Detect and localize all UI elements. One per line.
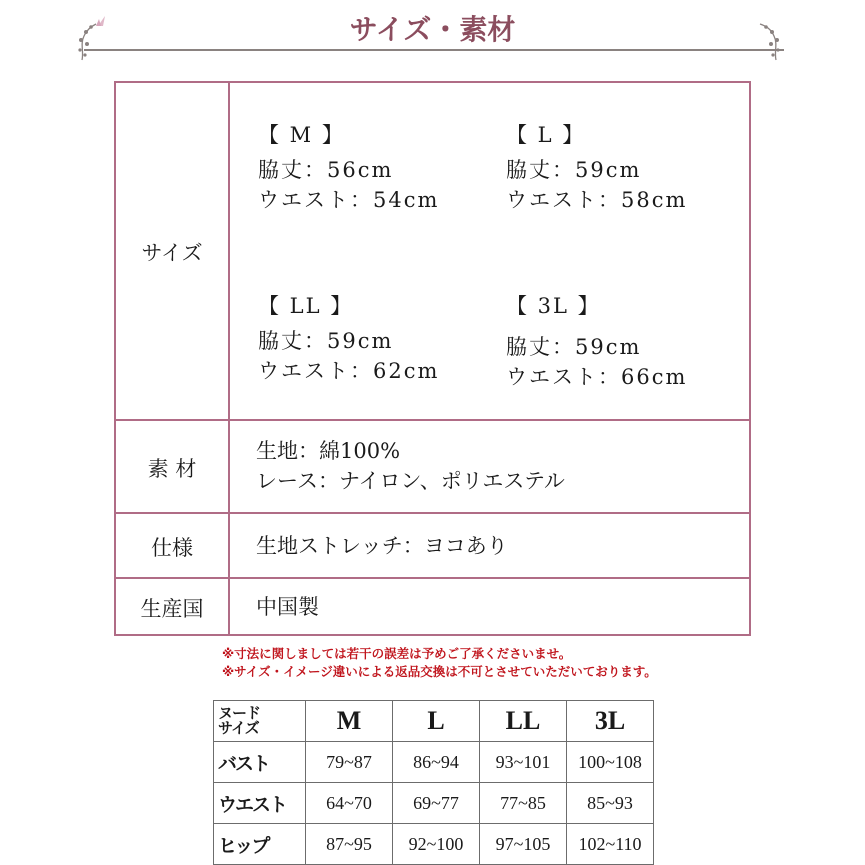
row-label: ウエスト	[214, 783, 306, 824]
page-title: サイズ・素材	[349, 13, 516, 46]
row-label: ヒップ	[214, 824, 306, 865]
note-measurement: ※寸法に関しましては若干の誤差は予めご了承くださいませ。	[222, 646, 572, 661]
table-row	[214, 783, 654, 824]
nude-header-row	[214, 701, 654, 742]
table-cell: 100~108	[567, 742, 654, 783]
column-header: 3L	[567, 701, 654, 742]
table-cell: 102~110	[567, 824, 654, 865]
origin-label: 生産国	[116, 579, 230, 636]
row-label: バスト	[214, 742, 306, 783]
material-label: 素 材	[116, 421, 230, 514]
column-header: LL	[480, 701, 567, 742]
size-name: 【 3L 】	[506, 294, 601, 318]
size-label: サイズ	[116, 83, 230, 421]
size-waist: ウエスト：66cm	[506, 365, 688, 389]
table-row	[214, 742, 654, 783]
spec-row	[116, 512, 749, 579]
table-row	[214, 824, 654, 865]
spec-table	[114, 81, 751, 636]
table-cell: 79~87	[306, 742, 393, 783]
material-fabric: 生地：綿100%	[256, 439, 401, 463]
table-cell: 93~101	[480, 742, 567, 783]
size-name: 【 L 】	[506, 123, 586, 147]
size-name: 【 M 】	[258, 123, 345, 147]
size-waist: ウエスト：54cm	[258, 188, 440, 212]
column-header: M	[306, 701, 393, 742]
note-returns: ※サイズ・イメージ違いによる返品交換は不可とさせていただいております。	[222, 664, 657, 679]
size-length: 脇丈：56cm	[258, 158, 394, 182]
table-cell: 87~95	[306, 824, 393, 865]
size-name: 【 LL 】	[258, 294, 354, 318]
header-divider	[84, 49, 784, 51]
material-lace: レース：ナイロン、ポリエステル	[256, 469, 565, 493]
table-cell: 64~70	[306, 783, 393, 824]
nude-size-table	[213, 700, 654, 865]
table-cell: 86~94	[393, 742, 480, 783]
material-value	[256, 436, 739, 496]
material-row	[116, 419, 749, 514]
size-entry-l	[506, 119, 687, 215]
size-length: 脇丈：59cm	[506, 335, 642, 359]
corner-label-line2: サイズ	[218, 719, 259, 737]
origin-row	[116, 577, 749, 636]
size-entry-ll	[258, 290, 439, 386]
origin-value: 中国製	[256, 595, 319, 619]
size-length: 脇丈：59cm	[506, 158, 642, 182]
spec-value: 生地ストレッチ：ヨコあり	[256, 534, 508, 558]
table-cell: 77~85	[480, 783, 567, 824]
table-cell: 69~77	[393, 783, 480, 824]
corner-label-line1: ヌード	[218, 704, 261, 722]
size-waist: ウエスト：62cm	[258, 359, 440, 383]
table-cell: 85~93	[567, 783, 654, 824]
size-row	[116, 83, 749, 421]
notes	[222, 645, 657, 681]
size-entry-3l	[506, 290, 687, 392]
spec-label: 仕様	[116, 514, 230, 579]
corner-label	[214, 701, 306, 742]
table-cell: 97~105	[480, 824, 567, 865]
size-length: 脇丈：59cm	[258, 329, 394, 353]
size-entry-m	[258, 119, 439, 215]
table-cell: 92~100	[393, 824, 480, 865]
column-header: L	[393, 701, 480, 742]
size-waist: ウエスト：58cm	[506, 188, 688, 212]
